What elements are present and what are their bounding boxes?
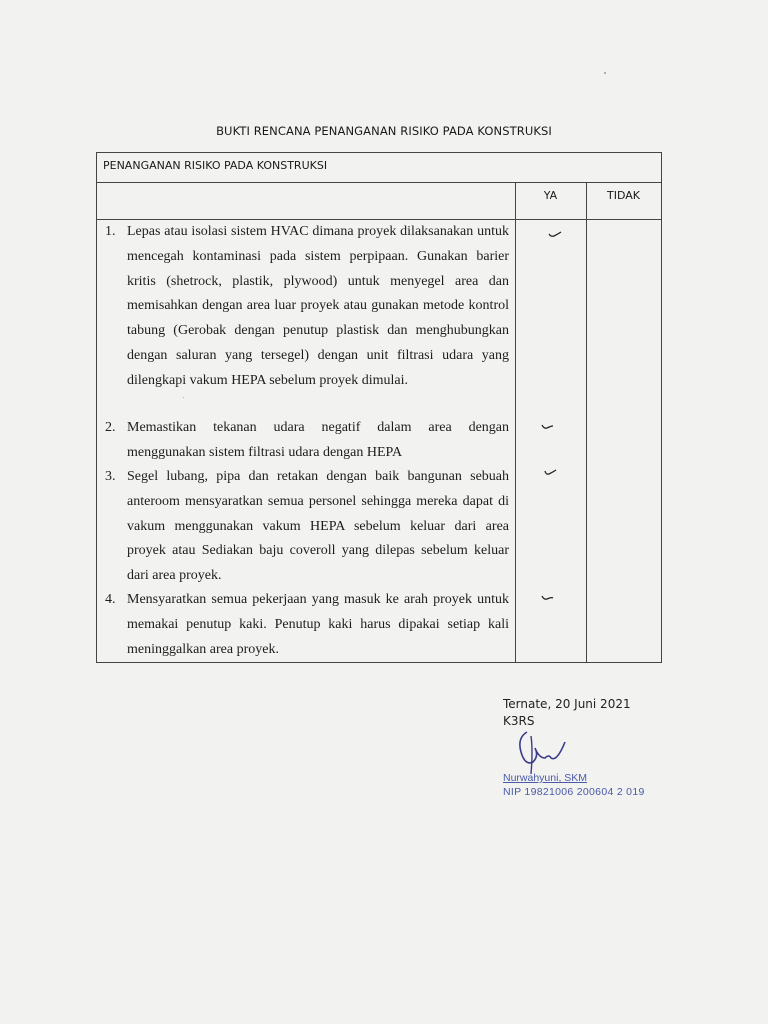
document-title: BUKTI RENCANA PENANGANAN RISIKO PADA KONSTRUKSI bbox=[216, 124, 552, 138]
risk-table bbox=[96, 152, 662, 663]
ya-column-divider bbox=[515, 183, 516, 663]
item-number: 4. bbox=[105, 592, 116, 607]
checkmark-icon bbox=[544, 469, 558, 477]
item-text: Lepas atau isolasi sistem HVAC dimana proyek dilaksanakan untuk mencegah kontaminasi pada sistem perpipaan. Gunakan barier kritis (shetrock, plastik, plywood) untuk menyegel area dan memisahkan dengan area luar proyek atau gunakan metode kontrol tabung (Gerobak dengan penutup plastisk dan menghubungkan dengan saluran yang tersegel) dengan unit filtrasi udara yang dilengkapi vakum HEPA sebelum proyek dimulai. bbox=[127, 224, 509, 388]
signer-name: Nurwahyuni, SKM bbox=[503, 772, 588, 784]
signature-icon bbox=[505, 728, 575, 778]
place-date: Ternate, 20 Juni 2021 bbox=[503, 697, 631, 711]
section-heading: PENANGANAN RISIKO PADA KONSTRUKSI bbox=[97, 153, 661, 183]
item-number: 1. bbox=[105, 224, 116, 239]
paper-speck bbox=[604, 72, 606, 74]
tidak-column-divider bbox=[586, 183, 587, 663]
item-number: 3. bbox=[105, 469, 116, 484]
checkmark-icon bbox=[541, 423, 555, 431]
unit-name: K3RS bbox=[503, 714, 535, 728]
item-text: Mensyaratkan semua pekerjaan yang masuk ke arah proyek untuk memakai penutup kaki. Penutup kaki harus dipakai setiap kali meninggalkan area proyek. bbox=[127, 592, 509, 657]
item-text: Memastikan tekanan udara negatif dalam area dengan menggunakan sistem filtrasi udara dengan HEPA bbox=[127, 420, 509, 460]
checkmark-icon bbox=[548, 230, 562, 238]
paper-speck bbox=[183, 397, 184, 398]
signer-nip: NIP 19821006 200604 2 019 bbox=[503, 786, 645, 798]
item-number: 2. bbox=[105, 420, 116, 435]
checkmark-icon bbox=[541, 594, 555, 602]
column-header-tidak: TIDAK bbox=[607, 189, 640, 202]
item-text: Segel lubang, pipa dan retakan dengan baik bangunan sebuah anteroom mensyaratkan semua personel sehingga mereka dapat di vakum menggunakan vakum HEPA sebelum keluar dari area proyek atau Sediakan baju coveroll yang dilepas sebelum keluar dari area proyek. bbox=[127, 469, 509, 584]
column-header-ya: YA bbox=[543, 189, 558, 202]
